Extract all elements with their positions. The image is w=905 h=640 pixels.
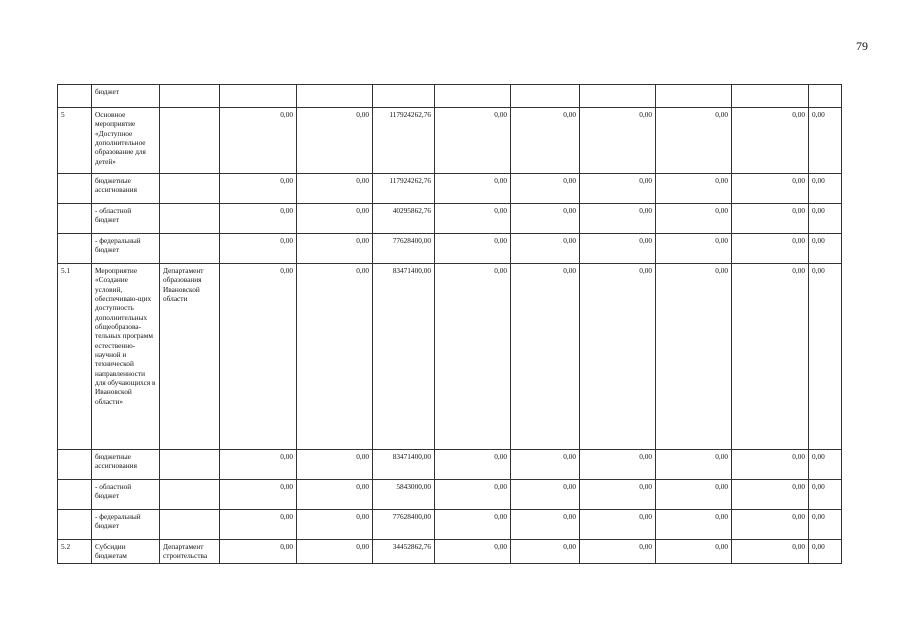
row-value-cell: 0,00 xyxy=(732,108,809,174)
row-name-cell: - федеральный бюджет xyxy=(92,510,160,540)
row-value-cell: 0,00 xyxy=(732,264,809,450)
row-executor-cell xyxy=(160,204,220,234)
row-value-cell: 0,00 xyxy=(297,510,373,540)
row-value-cell: 0,00 xyxy=(511,510,580,540)
row-executor-cell xyxy=(160,174,220,204)
row-value-cell xyxy=(732,85,809,108)
row-value-cell: 0,00 xyxy=(656,204,732,234)
row-value-cell: 0,00 xyxy=(435,174,511,204)
row-number-cell xyxy=(58,450,92,480)
row-value-cell: 0,00 xyxy=(809,204,842,234)
row-value-cell: 0,00 xyxy=(297,540,373,564)
row-value-cell xyxy=(656,85,732,108)
row-number-cell xyxy=(58,174,92,204)
row-value-cell: 0,00 xyxy=(732,480,809,510)
row-value-cell: 0,00 xyxy=(580,174,656,204)
row-value-cell: 117924262,76 xyxy=(373,174,435,204)
row-value-cell: 0,00 xyxy=(435,540,511,564)
row-name-cell: - областной бюджет xyxy=(92,204,160,234)
row-name-cell: - федеральный бюджет xyxy=(92,234,160,264)
row-number-cell xyxy=(58,234,92,264)
row-value-cell: 0,00 xyxy=(220,264,297,450)
row-number-cell: 5.2 xyxy=(58,540,92,564)
row-executor-cell xyxy=(160,85,220,108)
row-executor-cell xyxy=(160,510,220,540)
table-row xyxy=(58,450,842,480)
row-name-cell: бюджетные ассигнования xyxy=(92,174,160,204)
row-value-cell: 0,00 xyxy=(220,234,297,264)
row-value-cell: 0,00 xyxy=(220,204,297,234)
table-body xyxy=(58,85,842,564)
row-value-cell: 0,00 xyxy=(580,540,656,564)
row-value-cell: 0,00 xyxy=(435,204,511,234)
row-value-cell xyxy=(580,85,656,108)
row-value-cell: 0,00 xyxy=(511,108,580,174)
row-value-cell: 0,00 xyxy=(656,450,732,480)
row-executor-cell: Департамент образования Ивановской области xyxy=(160,264,220,450)
budget-table xyxy=(57,84,842,564)
row-value-cell xyxy=(511,85,580,108)
row-value-cell: 77628400,00 xyxy=(373,510,435,540)
row-value-cell: 83471400,00 xyxy=(373,450,435,480)
row-value-cell: 0,00 xyxy=(511,234,580,264)
row-value-cell: 0,00 xyxy=(809,174,842,204)
table-row xyxy=(58,540,842,564)
row-number-cell xyxy=(58,85,92,108)
row-value-cell: 0,00 xyxy=(297,174,373,204)
row-value-cell: 0,00 xyxy=(580,108,656,174)
row-value-cell: 117924262,76 xyxy=(373,108,435,174)
row-value-cell: 0,00 xyxy=(809,480,842,510)
row-value-cell: 0,00 xyxy=(656,234,732,264)
row-value-cell: 0,00 xyxy=(511,264,580,450)
row-value-cell: 0,00 xyxy=(732,540,809,564)
row-value-cell: 0,00 xyxy=(656,108,732,174)
row-value-cell: 0,00 xyxy=(809,450,842,480)
row-value-cell: 0,00 xyxy=(220,510,297,540)
row-value-cell xyxy=(373,85,435,108)
row-value-cell: 0,00 xyxy=(511,450,580,480)
row-value-cell: 0,00 xyxy=(656,480,732,510)
row-value-cell: 0,00 xyxy=(809,234,842,264)
row-value-cell: 0,00 xyxy=(297,108,373,174)
row-value-cell: 83471400,00 xyxy=(373,264,435,450)
row-value-cell: 0,00 xyxy=(809,510,842,540)
row-executor-cell xyxy=(160,480,220,510)
row-value-cell: 0,00 xyxy=(435,510,511,540)
row-value-cell: 0,00 xyxy=(511,540,580,564)
row-value-cell: 0,00 xyxy=(580,204,656,234)
row-number-cell xyxy=(58,480,92,510)
row-executor-cell xyxy=(160,450,220,480)
row-executor-cell xyxy=(160,234,220,264)
row-value-cell: 5843000,00 xyxy=(373,480,435,510)
table-row xyxy=(58,264,842,450)
row-value-cell: 0,00 xyxy=(220,540,297,564)
row-value-cell: 0,00 xyxy=(297,450,373,480)
row-value-cell: 0,00 xyxy=(220,174,297,204)
row-value-cell: 0,00 xyxy=(435,234,511,264)
row-value-cell: 0,00 xyxy=(511,480,580,510)
row-name-cell: Основное мероприятие «Доступное дополнительное образование для детей» xyxy=(92,108,160,174)
row-value-cell: 0,00 xyxy=(297,234,373,264)
row-value-cell: 40295862,76 xyxy=(373,204,435,234)
page-number: 79 xyxy=(856,39,868,53)
row-value-cell: 0,00 xyxy=(809,108,842,174)
table-row xyxy=(58,510,842,540)
row-name-cell: бюджет xyxy=(92,85,160,108)
row-value-cell: 0,00 xyxy=(732,450,809,480)
row-value-cell: 77628400,00 xyxy=(373,234,435,264)
row-value-cell: 0,00 xyxy=(511,204,580,234)
row-number-cell: 5.1 xyxy=(58,264,92,450)
row-value-cell xyxy=(220,85,297,108)
row-value-cell: 0,00 xyxy=(656,264,732,450)
row-value-cell: 0,00 xyxy=(732,510,809,540)
row-value-cell: 0,00 xyxy=(220,108,297,174)
row-value-cell xyxy=(435,85,511,108)
row-executor-cell xyxy=(160,108,220,174)
row-value-cell: 0,00 xyxy=(809,540,842,564)
row-value-cell: 0,00 xyxy=(809,264,842,450)
row-number-cell xyxy=(58,204,92,234)
row-executor-cell: Департамент строительства xyxy=(160,540,220,564)
row-value-cell: 0,00 xyxy=(580,234,656,264)
row-value-cell: 0,00 xyxy=(732,204,809,234)
table-row xyxy=(58,234,842,264)
row-value-cell: 0,00 xyxy=(511,174,580,204)
row-value-cell: 0,00 xyxy=(435,450,511,480)
table-row xyxy=(58,174,842,204)
row-name-cell: бюджетные ассигнования xyxy=(92,450,160,480)
row-value-cell: 0,00 xyxy=(580,264,656,450)
row-value-cell xyxy=(297,85,373,108)
row-name-cell: Субсидии бюджетам xyxy=(92,540,160,564)
row-value-cell: 0,00 xyxy=(580,480,656,510)
row-name-cell: - областной бюджет xyxy=(92,480,160,510)
table-row xyxy=(58,480,842,510)
row-number-cell: 5 xyxy=(58,108,92,174)
row-value-cell: 0,00 xyxy=(732,174,809,204)
row-value-cell: 0,00 xyxy=(297,480,373,510)
row-value-cell xyxy=(809,85,842,108)
row-value-cell: 0,00 xyxy=(220,450,297,480)
table-row xyxy=(58,108,842,174)
row-value-cell: 0,00 xyxy=(656,174,732,204)
row-value-cell: 0,00 xyxy=(732,234,809,264)
row-value-cell: 34452862,76 xyxy=(373,540,435,564)
table-row xyxy=(58,204,842,234)
row-value-cell: 0,00 xyxy=(435,480,511,510)
row-value-cell: 0,00 xyxy=(656,540,732,564)
row-value-cell: 0,00 xyxy=(297,264,373,450)
table-row xyxy=(58,85,842,108)
row-value-cell: 0,00 xyxy=(435,264,511,450)
row-value-cell: 0,00 xyxy=(656,510,732,540)
row-value-cell: 0,00 xyxy=(580,450,656,480)
row-name-cell: Мероприятие «Создание условий, обеспечиваю-щих доступность дополнительных общеобразова-тельных программ естественно-научной и технической направленности для обучающихся в Ивановской области» xyxy=(92,264,160,450)
row-value-cell: 0,00 xyxy=(297,204,373,234)
row-value-cell: 0,00 xyxy=(435,108,511,174)
row-value-cell: 0,00 xyxy=(220,480,297,510)
row-value-cell: 0,00 xyxy=(580,510,656,540)
row-number-cell xyxy=(58,510,92,540)
